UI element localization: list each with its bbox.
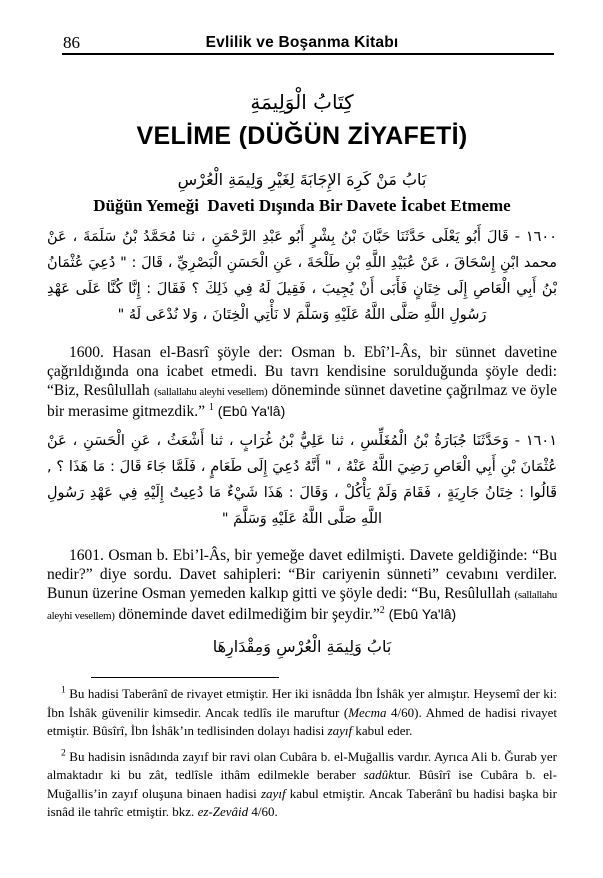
section-title-turkish: Düğün Yemeği Daveti Dışında Bir Davete İcabet Etmeme [93, 196, 511, 215]
hadith-1601-translation: 1601. Osman b. Ebi’l-Âs, bir yemeğe davet edilmişti. Davete geldiğinde: “Bu nedir?” diye sordu. Davet sahipleri: “Bir cariyenin sünneti” cevabını verdiler. Bunun üzerine Osman yemeden kalkıp gitti ve şöyle dedi: “Bu, Resûlullah (sallallahu aleyhi vesellem) döneminde davet edilmediğim bir şeydir.”$^2$ (Ebû Ya'lâ) [47, 547, 557, 623]
bab-title-arabic-2: بَابُ وَلِيمَةِ الْعُرْسِ وَمِقْدَارِهَا [212, 637, 392, 656]
footnote-2: $^2$ Bu hadisin isnâdında zayıf bir ravi olan Cubâra b. el-Muğallis vardır. Ayrıca Ali b. Ğurab yer almaktadır ki bu zât, tedlîsle ithâm edilmekle beraber sadûktur. Bûsîrî ise Cubâra b. el-Muğallis’in zayıf oluşuna binaen hadisi zayıf kabul etmiştir. Ancak Taberânî bu hadisi başka bir isnâd ile tahrîc etmiştir. bkz. ez-Zevâid 4/60. [47, 748, 558, 819]
page-header [47, 33, 557, 52]
hadith-1601-arabic-text: ١٦٠١ - وَحَدَّثَنَا جُبَارَةُ بْنُ الْمُغَلِّسِ ، ثنا عَلِيُّ بْنُ غُرَابٍ ، ثنا أَشْعَثُ ، عَنِ الْحَسَنِ ، عَنْ عُثْمَانَ بْنِ أَبِي الْعَاصِ رَضِيَ اللَّهُ عَنْهُ ، " أَنَّهُ دُعِيَ إِلَى طَعَامٍ ، فَلَمَّا جَاءَ قَالَ : مَا هَذَا ؟ , قَالُوا : خِتَانُ جَارِيَةٍ ، فَقَامَ وَلَمْ يَأْكُلْ ، وَقَالَ : هَذَا شَيْءٌ مَا دُعِيتُ إِلَيْهِ فِي عَهْدِ رَسُولِ اللَّهِ صَلَّى اللَّهُ عَلَيْهِ وَسَلَّمَ " [47, 432, 557, 527]
running-book-title: Evlilik ve Boşanma Kitabı [205, 34, 399, 51]
footnote-1: $^1$ Bu hadisi Taberânî de rivayet etmiştir. Her iki isnâdda İbn İshâk yer almıştır. Heysemî der ki: İbn İshâk güvenilir kimsedir. Ancak tedlîs ile maruftur (Mecma 4/60). Ahmed de hadisi rivayet etmiştir. Bûsîrî, İbn İshâk’ın tedlisinden dolayı hadisi zayıf kabul eder. [47, 685, 557, 738]
hadith-1600-arabic-text: ١٦٠٠ - قَالَ أَبُو يَعْلَى حَدَّثَنَا حَبَّانَ بْنُ بِشْرٍ أَبُو عَبْدِ الرَّحْمَنِ ، ثنا مُحَمَّدُ بْنُ سَلَمَةَ ، عَنْ محمد ابْنِ إِسْحَاقَ ، عَنْ عُبَيْدِ اللَّهِ بْنِ طَلْحَةَ ، عَنِ الْحَسَنِ الْبَصْرِيِّ ، قَالَ : " دُعِيَ عُثْمَانُ بْنُ أَبِي الْعَاصِ إِلَى خِتَانٍ فَأَبَى أَنْ يُجِيبَ ، فَقِيلَ لَهُ فِي ذَلِكَ ؟ فَقَالَ : إِنَّا كُنَّا عَلَى عَهْدِ رَسُولِ اللَّهِ صَلَّى اللَّهُ عَلَيْهِ وَسَلَّمَ لا نَأْتِي الْخِتَانَ ، وَلا نُدْعَى لَهُ " [47, 229, 557, 323]
footnote-divider [91, 677, 279, 678]
chapter-title: VELİME (DÜĞÜN ZİYAFETİ) [136, 122, 468, 150]
kitab-title-arabic: كِتَابُ الْوَلِيمَةِ [250, 90, 354, 114]
hadith-1600-translation: 1600. Hasan el-Basrî şöyle der: Osman b. Ebî’l-Âs, bir sünnet davetine çağrıldığında ona icabet etmedi. Bu tavrı kendisine sorulduğunda şöyle dedi: “Biz, Resûlullah (sallallahu aleyhi vesellem) döneminde sünnet davetine çağrılmaz ve öyle bir merasime gitmezdik.” $^1$ (Ebû Ya'lâ) [47, 343, 557, 420]
footnotes-area [47, 677, 557, 822]
bab-title-arabic-1: بَابُ مَنْ كَرِهَ الإِجَابَةَ لِغَيْرِ وَلِيمَةِ الْعُرْسِ [177, 170, 427, 189]
header-rule [62, 53, 554, 55]
page-number: 86 [63, 33, 80, 52]
